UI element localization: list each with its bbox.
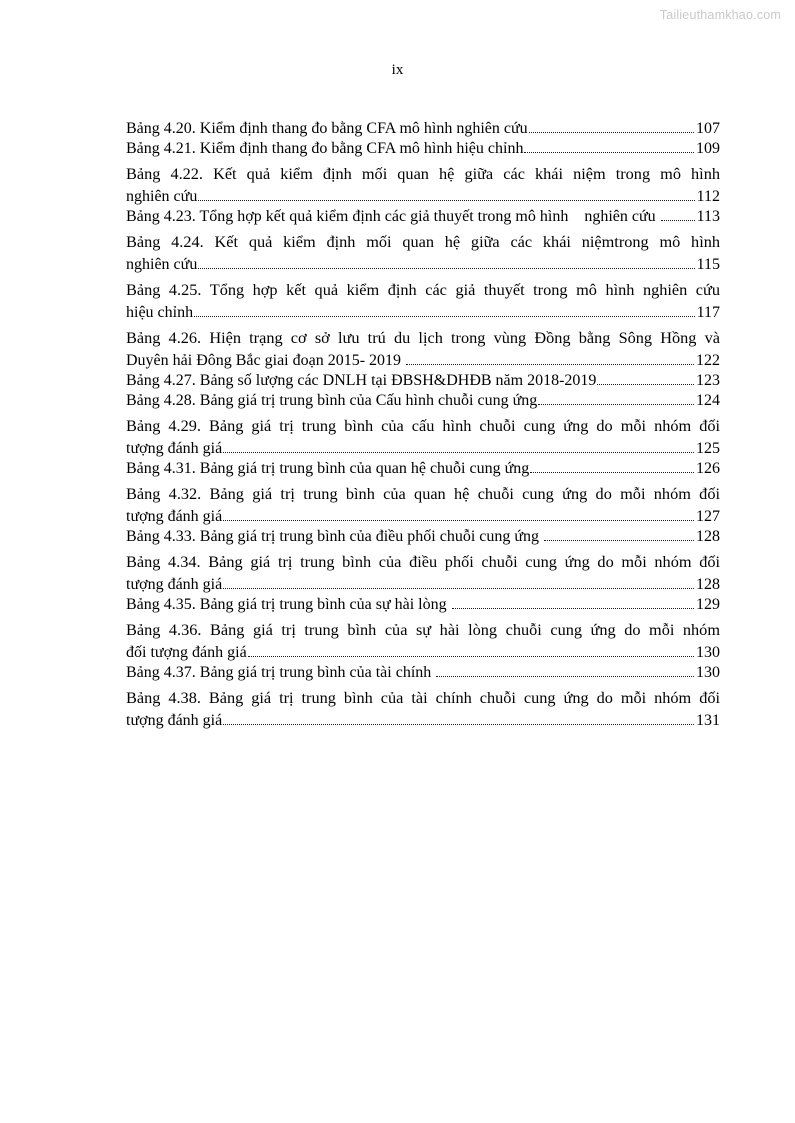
toc-page-number: 113: [696, 208, 720, 226]
toc-entry[interactable]: [126, 616, 720, 662]
toc-entry-title: nghiên cứu: [126, 188, 198, 206]
toc-entry-last-line: [126, 188, 720, 206]
toc-entry-line: Bảng 4.36. Bảng giá trị trung bình của sự hài lòng chuỗi cung ứng do mỗi nhóm: [126, 620, 720, 640]
toc-page-number: 130: [696, 664, 720, 682]
toc-entry-line: Bảng 4.26. Hiện trạng cơ sở lưu trú du lịch trong vùng Đồng bằng Sông Hồng và: [126, 328, 720, 348]
toc-entry-title: Bảng 4.28. Bảng giá trị trung bình của Cấu hình chuỗi cung ứng: [126, 392, 538, 410]
toc-entry[interactable]: [126, 412, 720, 458]
toc-page-number: 131: [696, 712, 720, 730]
toc-entry-last-line: [126, 644, 720, 662]
toc-entry-title: tượng đánh giá: [126, 712, 223, 730]
toc-entry-last-line: [126, 304, 720, 322]
toc-entry-title: Duyên hải Đông Bắc giai đoạn 2015- 2019: [126, 352, 406, 370]
toc-dot-leader: [544, 530, 694, 546]
toc-entry-title: Bảng 4.37. Bảng giá trị trung bình của tài chính: [126, 664, 436, 682]
toc-dot-leader: [194, 306, 695, 322]
toc-dot-leader: [223, 442, 694, 458]
toc-dot-leader: [538, 394, 694, 410]
toc-dot-leader: [436, 666, 694, 682]
toc-entry[interactable]: [126, 276, 720, 322]
toc-dot-leader: [198, 258, 694, 274]
toc-entry-last-line: [126, 392, 720, 410]
toc-entry-title: tượng đánh giá: [126, 440, 223, 458]
toc-entry-title: Bảng 4.23. Tổng hợp kết quả kiểm định các giả thuyết trong mô hình nghiên cứu: [126, 208, 660, 226]
toc-dot-leader: [524, 142, 694, 158]
toc-entry-last-line: [126, 140, 720, 158]
toc-page-number: 115: [696, 256, 720, 274]
toc-entry-last-line: [126, 460, 720, 478]
toc-entry-title: đối tượng đánh giá: [126, 644, 247, 662]
toc-entry-title: Bảng 4.20. Kiểm định thang đo bằng CFA mô hình nghiên cứu: [126, 120, 528, 137]
toc-entry[interactable]: [126, 548, 720, 594]
toc-dot-leader: [452, 598, 694, 614]
toc-entry-title: nghiên cứu: [126, 256, 198, 274]
toc-entry-line: Bảng 4.24. Kết quả kiểm định mối quan hệ giữa các khái niệmtrong mô hình: [126, 232, 720, 252]
toc-entry-last-line: [126, 120, 720, 138]
toc-page-number: 127: [696, 508, 720, 526]
table-of-contents-list: [126, 120, 720, 732]
toc-page-number: 122: [696, 352, 720, 370]
toc-dot-leader: [597, 374, 694, 390]
toc-entry-title: Bảng 4.21. Kiểm định thang đo bằng CFA mô hình hiệu chỉnh: [126, 140, 524, 157]
toc-entry-last-line: [126, 352, 720, 370]
toc-entry-title: Bảng 4.27. Bảng số lượng các DNLH tại ĐBSH&DHĐB năm 2018-2019: [126, 372, 597, 390]
toc-entry-title: Bảng 4.31. Bảng giá trị trung bình của quan hệ chuỗi cung ứng: [126, 460, 530, 478]
toc-page-number: 117: [696, 304, 720, 322]
toc-dot-leader: [530, 462, 694, 478]
toc-entry[interactable]: [126, 160, 720, 206]
toc-entry[interactable]: [126, 392, 720, 410]
toc-entry-last-line: [126, 712, 720, 730]
toc-dot-leader: [223, 578, 694, 594]
toc-entry[interactable]: [126, 120, 720, 138]
toc-entry-last-line: [126, 664, 720, 682]
toc-entry-last-line: [126, 440, 720, 458]
toc-entry[interactable]: [126, 664, 720, 682]
toc-dot-leader: [529, 122, 694, 138]
toc-entry-line: Bảng 4.29. Bảng giá trị trung bình của cấu hình chuỗi cung ứng do mỗi nhóm đối: [126, 416, 720, 436]
toc-page-number: 129: [696, 596, 720, 614]
toc-dot-leader: [223, 510, 694, 526]
toc-page-number: 124: [696, 392, 720, 410]
toc-page-number: 125: [696, 440, 720, 458]
toc-dot-leader: [198, 190, 694, 206]
toc-entry[interactable]: [126, 208, 720, 226]
toc-page-number: 130: [696, 644, 720, 662]
watermark-text: Tailieuthamkhao.com: [659, 8, 781, 22]
toc-page-number: 109: [696, 140, 720, 157]
toc-page-number: 128: [696, 528, 720, 546]
toc-entry-title: Bảng 4.33. Bảng giá trị trung bình của điều phối chuỗi cung ứng: [126, 528, 544, 546]
toc-entry-title: tượng đánh giá: [126, 508, 223, 526]
toc-entry-last-line: [126, 508, 720, 526]
toc-entry-last-line: [126, 256, 720, 274]
toc-entry[interactable]: [126, 528, 720, 546]
toc-entry[interactable]: [126, 372, 720, 390]
toc-entry[interactable]: [126, 324, 720, 370]
toc-page-number: 107: [696, 120, 720, 137]
toc-entry[interactable]: [126, 480, 720, 526]
toc-page-number: 112: [696, 188, 720, 206]
toc-entry-line: Bảng 4.34. Bảng giá trị trung bình của điều phối chuỗi cung ứng do mỗi nhóm đối: [126, 552, 720, 572]
toc-dot-leader: [248, 646, 694, 662]
toc-entry-line: Bảng 4.38. Bảng giá trị trung bình của tài chính chuỗi cung ứng do mỗi nhóm đối: [126, 688, 720, 708]
toc-page-number: 123: [696, 372, 720, 390]
toc-entry-last-line: [126, 372, 720, 390]
toc-entry[interactable]: [126, 596, 720, 614]
toc-entry-last-line: [126, 528, 720, 546]
toc-entry[interactable]: [126, 228, 720, 274]
toc-entry-title: Bảng 4.35. Bảng giá trị trung bình của sự hài lòng: [126, 596, 451, 614]
toc-dot-leader: [406, 354, 694, 370]
toc-entry-title: tượng đánh giá: [126, 576, 223, 594]
toc-page-number: 128: [696, 576, 720, 594]
page-number: ix: [391, 62, 404, 78]
toc-entry-line: Bảng 4.25. Tổng hợp kết quả kiểm định các giả thuyết trong mô hình nghiên cứu: [126, 280, 720, 300]
toc-dot-leader: [223, 714, 694, 730]
toc-entry[interactable]: [126, 140, 720, 158]
toc-entry-line: Bảng 4.22. Kết quả kiểm định mối quan hệ giữa các khái niệm trong mô hình: [126, 164, 720, 183]
toc-dot-leader: [661, 210, 695, 226]
toc-entry[interactable]: [126, 684, 720, 730]
toc-entry[interactable]: [126, 460, 720, 478]
toc-page-number: 126: [696, 460, 720, 478]
toc-entry-last-line: [126, 208, 720, 226]
toc-entry-line: Bảng 4.32. Bảng giá trị trung bình của quan hệ chuỗi cung ứng do mỗi nhóm đối: [126, 484, 720, 504]
toc-entry-last-line: [126, 576, 720, 594]
toc-entry-last-line: [126, 596, 720, 614]
toc-entry-title: hiệu chỉnh: [126, 304, 194, 322]
